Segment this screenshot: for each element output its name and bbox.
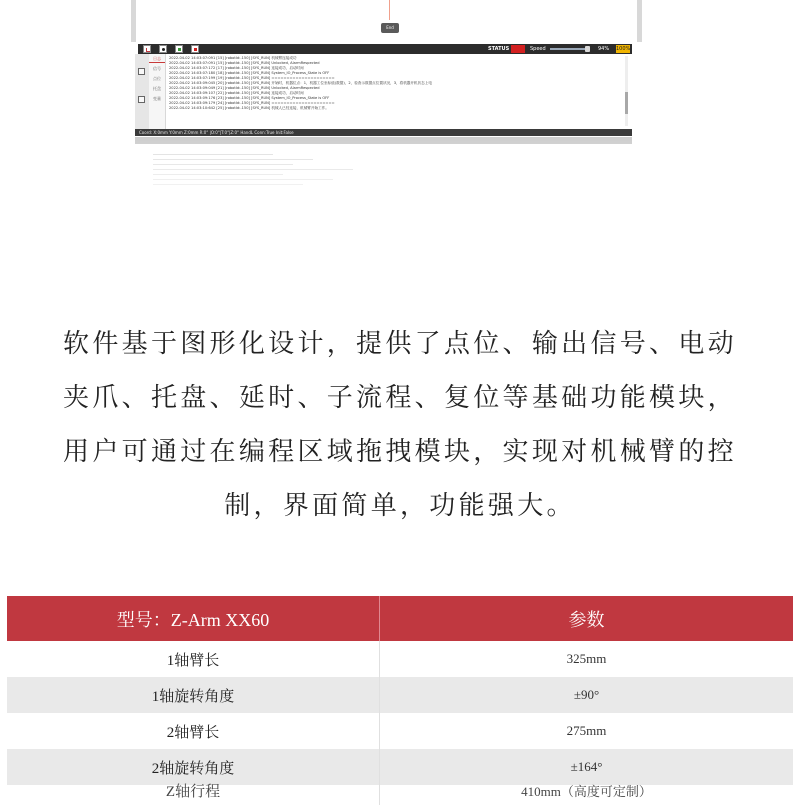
table-row [7, 713, 793, 749]
speed-label: Speed [530, 46, 546, 52]
log-line: 2022-04-02 14:03:07:199 [19] [robotId:-150] [SYS_RUN] ===================== [169, 76, 335, 80]
log-line: 2022-04-02 14:03:09:049 [21] [robotId:-150] [SYS_RUN] Unlocked, AlarmRespected [169, 86, 320, 90]
log-line: 2022-04-02 14:03:10:642 [25] [robotId:-150] [SYS_RUN] 机械人已经连接，机械臂开始工作。 [169, 106, 329, 110]
table-row [7, 677, 793, 713]
speed-value: 94% [598, 46, 610, 52]
spec-name: 2轴臂长 [7, 713, 380, 749]
table-row [7, 749, 793, 785]
speed-slider-handle[interactable] [585, 46, 590, 52]
spec-name: 1轴臂长 [7, 641, 380, 677]
save-icon[interactable] [175, 45, 183, 53]
programming-canvas[interactable] [131, 0, 642, 42]
spec-value: ±90° [380, 677, 794, 713]
list-icon[interactable] [138, 96, 145, 103]
side-toolstrip [135, 54, 149, 129]
log-scrollbar[interactable] [625, 56, 628, 126]
speed-slider[interactable] [550, 48, 590, 50]
stop-icon[interactable] [191, 45, 199, 53]
nav-item-signal[interactable]: 信号 [153, 66, 161, 71]
record-icon[interactable] [159, 45, 167, 53]
flow-connector [389, 0, 390, 20]
model-header: 型号：Z-Arm XX60 [7, 596, 380, 641]
spec-name: 2轴旋转角度 [7, 749, 380, 785]
spec-value: 275mm [566, 723, 607, 738]
log-scrollbar-thumb[interactable] [625, 92, 628, 114]
nav-item-tray[interactable]: 托盘 [153, 86, 161, 91]
spec-name: Z轴行程 [7, 785, 380, 805]
speed-max-button[interactable]: 100% [616, 46, 631, 52]
log-line: 2022-04-02 14:03:09:107 [22] [robotId:-150] [SYS_RUN] 连接成功，启动时间 [169, 91, 304, 95]
spec-value: 325mm [566, 651, 607, 666]
nav-item-point[interactable]: 点位 [153, 76, 161, 81]
spec-table [7, 596, 793, 805]
spec-name: 1轴旋转角度 [7, 677, 380, 713]
product-description: 软件基于图形化设计，提供了点位、输出信号、电动夹爪、托盘、延时、子流程、复位等基础功能模块，用户可通过在编程区域拖拽模块，实现对机械臂的控制，界面简单，功能强大。 [63, 329, 737, 521]
spec-value: 410mm（高度可定制） [521, 784, 652, 799]
spec-table-header [7, 596, 793, 641]
log-line: 2022-04-02 14:03:09:176 [23] [robotId:-150] [SYS_RUN] System_IO_Process_State is OFF [169, 96, 330, 100]
log-panel[interactable] [165, 54, 630, 129]
nav-item-log[interactable]: 日志 [149, 56, 165, 63]
log-line: 2022-04-02 14:03:07:091 [15] [robotId:-150] [SYS_RUN] Unlocked, AlarmRespected [169, 61, 320, 65]
document-icon[interactable] [138, 68, 145, 75]
log-line: 2022-04-02 14:03:07:180 [18] [robotId:-150] [SYS_RUN] System_IO_Process_State is OFF [169, 71, 330, 75]
nav-item-variable[interactable]: 变量 [153, 96, 161, 101]
software-screenshot [131, 0, 642, 215]
log-nav [149, 54, 165, 129]
coordinate-readout: Coord: X:0mm Y:0mm Z:0mm R:0° |O:0°|T:0°|Z:0° HandL Conn:True Init:False [135, 129, 632, 136]
log-line: 2022-04-02 14:03:09:179 [24] [robotId:-150] [SYS_RUN] ===================== [169, 101, 335, 105]
status-indicator [511, 45, 525, 53]
log-line: 2022-04-02 14:03:09:045 [20] [robotId:-150] [SYS_RUN] 开始时，机器位点：1，机器工位坐标值(数据)，2，检查示数据点位置状况，3，将机器开机状态上电 [169, 81, 432, 85]
spec-value: ±164° [380, 749, 794, 785]
table-row [7, 785, 793, 805]
status-label: STATUS [488, 46, 510, 52]
log-line: 2022-04-02 14:03:07:172 [17] [robotId:-150] [SYS_RUN] 连接成功，启动时间 [169, 66, 304, 70]
reflection-fade [131, 137, 642, 215]
table-row [7, 641, 793, 677]
params-header: 参数 [380, 596, 794, 641]
new-icon[interactable] [143, 45, 151, 53]
toolbar [138, 44, 632, 54]
log-line: 2022-04-02 14:03:07:091 [15] [robotId:-150] [SYS_RUN] 机械臂连接成功 [169, 56, 297, 60]
end-node[interactable]: End [381, 23, 399, 33]
